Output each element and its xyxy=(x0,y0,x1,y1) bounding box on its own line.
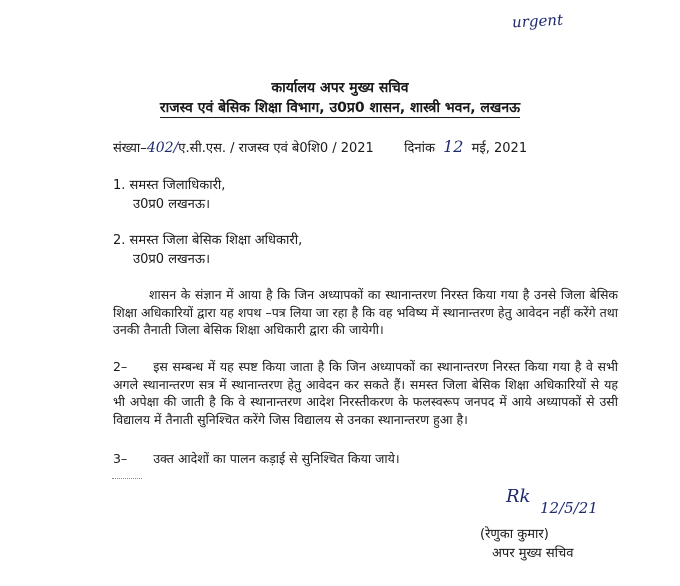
reference-number-handwritten: 402/ xyxy=(146,140,179,156)
body-paragraph-3 xyxy=(113,450,618,468)
recipient-1-line1: 1. समस्त जिलाधिकारी, xyxy=(113,178,226,193)
recipient-1-line2: उ0प्र0 लखनऊ। xyxy=(133,197,210,212)
reference-code: ए.सी.एस. / राजस्व एवं बे0शि0 / 2021 xyxy=(178,141,374,156)
recipient-2-line1: 2. समस्त जिला बेसिक शिक्षा अधिकारी, xyxy=(113,233,303,248)
paragraph-2-number: 2– xyxy=(113,359,128,374)
signature-date: 12/5/21 xyxy=(540,499,598,517)
paragraph-2-text: इस सम्बन्ध में यह स्पष्ट किया जाता है कि जिन अध्यापकों का स्थानान्तरण निरस्त किया गया है वे सभी अगले स्थानान्तरण सत्र में स्थानान्तरण हेतु आवेदन कर सकते हैं। समस्त जिला बेसिक शिक्षा अधिकारियों से यह भी अपेक्षा की जाती है कि वे स्थानान्तरण आदेश निरस्तीकरण के फलस्वरूप जनपद में आये अध्यापकों से उसी विद्यालय में तैनाती सुनिश्चित करेंगे जिस विद्यालय से उनका स्थानान्तरण हुआ है। xyxy=(113,359,618,427)
urgent-handwritten-note: urgent xyxy=(511,10,564,32)
signature-mark: Rk xyxy=(506,486,531,507)
body-paragraph-1: शासन के संज्ञान में आया है कि जिन अध्यापकों का स्थानान्तरण निरस्त किया गया है उनसे जिला बेसिक शिक्षा अधिकारियों द्वारा यह शपथ –पत्र लिया जा रहा है कि वह भविष्य में स्थानान्तरण हेतु आवेदन नहीं करेंगे तथा उनकी तैनाती जिला बेसिक शिक्षा अधिकारी द्वारा की जायेगी। xyxy=(113,287,618,337)
reference-prefix: संख्या– xyxy=(113,141,147,156)
date-label: दिनांक xyxy=(404,141,435,156)
department-title xyxy=(0,98,680,117)
date-month-year: मई, 2021 xyxy=(471,141,528,156)
paragraph-3-number: 3– xyxy=(113,451,128,466)
signatory-designation: अपर मुख्य सचिव xyxy=(492,546,574,561)
paragraph-3-text: उक्त आदेशों का पालन कड़ाई से सुनिश्चित किया जाये। xyxy=(153,451,400,466)
date-day-handwritten: 12 xyxy=(443,137,464,156)
recipient-2-line2: उ0प्र0 लखनऊ। xyxy=(133,252,210,267)
office-title: कार्यालय अपर मुख्य सचिव xyxy=(271,80,409,96)
reference-line xyxy=(113,137,527,156)
signatory-name: (रेणुका कुमार) xyxy=(480,527,549,542)
department-title-text: राजस्व एवं बेसिक शिक्षा विभाग, उ0प्र0 शासन, शास्त्री भवन, लखनऊ xyxy=(159,100,521,116)
dotted-mark xyxy=(112,478,142,479)
body-paragraph-2 xyxy=(113,358,618,428)
